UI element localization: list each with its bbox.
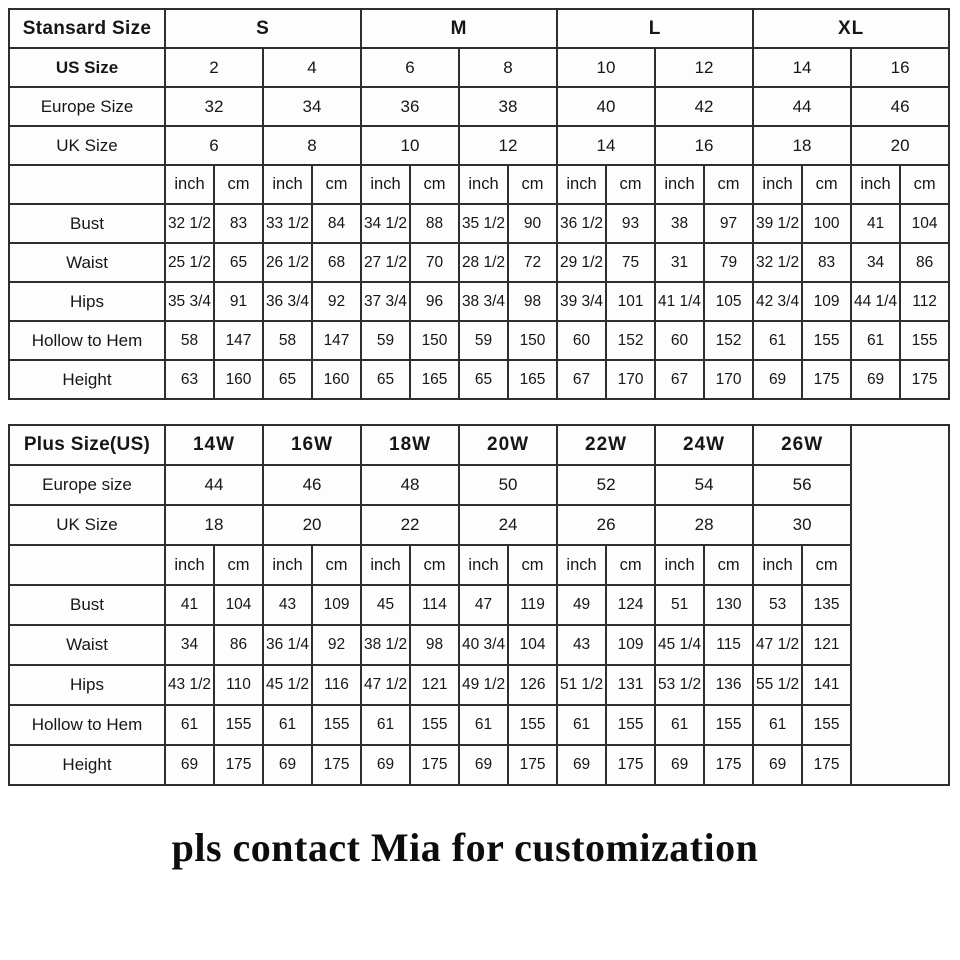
table-row	[9, 126, 949, 165]
measure-cell: 135	[802, 585, 851, 625]
measure-cell: 69	[361, 745, 410, 785]
measure-cell: 53	[753, 585, 802, 625]
unit-header: cm	[312, 545, 361, 585]
unit-header: inch	[557, 545, 606, 585]
measure-cell: 86	[900, 243, 949, 282]
table-title: Stansard Size	[9, 9, 165, 48]
measure-cell: 104	[214, 585, 263, 625]
measure-cell: 69	[459, 745, 508, 785]
table-row	[9, 360, 949, 399]
size-group-row	[9, 9, 949, 48]
unit-header: cm	[214, 165, 263, 204]
measure-cell: 175	[214, 745, 263, 785]
measure-cell: 131	[606, 665, 655, 705]
size-cell: 38	[459, 87, 557, 126]
size-cell: 16	[851, 48, 949, 87]
unit-header: inch	[459, 545, 508, 585]
measure-cell: 69	[557, 745, 606, 785]
measure-cell: 86	[214, 625, 263, 665]
unit-header-row	[9, 165, 949, 204]
measure-cell: 41	[165, 585, 214, 625]
measure-cell: 65	[361, 360, 410, 399]
size-group-header: 18W	[361, 425, 459, 465]
measure-cell: 36 1/2	[557, 204, 606, 243]
unit-header: cm	[606, 165, 655, 204]
size-cell: 44	[753, 87, 851, 126]
row-label: Bust	[9, 585, 165, 625]
measure-cell: 69	[753, 360, 802, 399]
measure-cell: 38 3/4	[459, 282, 508, 321]
measure-cell: 160	[312, 360, 361, 399]
measure-cell: 42 3/4	[753, 282, 802, 321]
size-cell: 56	[753, 465, 851, 505]
unit-header: cm	[802, 545, 851, 585]
table-row	[9, 625, 949, 665]
measure-cell: 175	[802, 360, 851, 399]
measure-cell: 165	[410, 360, 459, 399]
unit-header: inch	[165, 165, 214, 204]
measure-cell: 61	[753, 321, 802, 360]
measure-cell: 45 1/2	[263, 665, 312, 705]
measure-cell: 155	[704, 705, 753, 745]
size-cell: 24	[459, 505, 557, 545]
measure-cell: 150	[410, 321, 459, 360]
measure-cell: 26 1/2	[263, 243, 312, 282]
measure-cell: 65	[214, 243, 263, 282]
row-label: Europe size	[9, 465, 165, 505]
measure-cell: 155	[508, 705, 557, 745]
measure-cell: 37 3/4	[361, 282, 410, 321]
measure-cell: 88	[410, 204, 459, 243]
size-cell: 22	[361, 505, 459, 545]
table-title: Plus Size(US)	[9, 425, 165, 465]
measure-cell: 27 1/2	[361, 243, 410, 282]
table-row	[9, 465, 949, 505]
table-row	[9, 48, 949, 87]
size-group-row	[9, 425, 949, 465]
measure-cell: 105	[704, 282, 753, 321]
measure-cell: 98	[508, 282, 557, 321]
measure-cell: 41 1/4	[655, 282, 704, 321]
size-cell: 34	[263, 87, 361, 126]
measure-cell: 175	[508, 745, 557, 785]
measure-cell: 90	[508, 204, 557, 243]
measure-cell: 32 1/2	[753, 243, 802, 282]
table-row	[9, 204, 949, 243]
measure-cell: 119	[508, 585, 557, 625]
unit-header: inch	[361, 165, 410, 204]
measure-cell: 60	[557, 321, 606, 360]
table-row	[9, 282, 949, 321]
unit-header: inch	[851, 165, 900, 204]
measure-cell: 67	[655, 360, 704, 399]
measure-cell: 49	[557, 585, 606, 625]
measure-cell: 112	[900, 282, 949, 321]
measure-cell: 65	[459, 360, 508, 399]
measure-cell: 51 1/2	[557, 665, 606, 705]
measure-cell: 110	[214, 665, 263, 705]
measure-cell: 155	[606, 705, 655, 745]
table-row	[9, 745, 949, 785]
measure-cell: 116	[312, 665, 361, 705]
measure-cell: 175	[802, 745, 851, 785]
measure-cell: 98	[410, 625, 459, 665]
size-cell: 54	[655, 465, 753, 505]
measure-cell: 41	[851, 204, 900, 243]
measure-cell: 59	[459, 321, 508, 360]
measure-cell: 170	[704, 360, 753, 399]
measure-cell: 45 1/4	[655, 625, 704, 665]
measure-cell: 97	[704, 204, 753, 243]
measure-cell: 124	[606, 585, 655, 625]
size-cell: 14	[557, 126, 655, 165]
size-cell: 48	[361, 465, 459, 505]
measure-cell: 175	[410, 745, 459, 785]
unit-header: cm	[410, 545, 459, 585]
size-cell: 6	[361, 48, 459, 87]
unit-header: inch	[263, 165, 312, 204]
size-group-header: 26W	[753, 425, 851, 465]
measure-cell: 61	[263, 705, 312, 745]
size-cell: 18	[165, 505, 263, 545]
size-group-header: L	[557, 9, 753, 48]
size-cell: 26	[557, 505, 655, 545]
unit-header: inch	[557, 165, 606, 204]
row-label: Height	[9, 360, 165, 399]
size-cell: 20	[851, 126, 949, 165]
measure-cell: 35 1/2	[459, 204, 508, 243]
measure-cell: 61	[165, 705, 214, 745]
measure-cell: 47 1/2	[361, 665, 410, 705]
size-group-header: M	[361, 9, 557, 48]
measure-cell: 155	[802, 321, 851, 360]
unit-header: inch	[753, 545, 802, 585]
row-label: Hips	[9, 665, 165, 705]
measure-cell: 141	[802, 665, 851, 705]
table-row	[9, 705, 949, 745]
size-cell: 10	[361, 126, 459, 165]
measure-cell: 59	[361, 321, 410, 360]
plus-size-table	[8, 424, 950, 786]
unit-header: inch	[263, 545, 312, 585]
size-group-header: S	[165, 9, 361, 48]
measure-cell: 68	[312, 243, 361, 282]
unit-header: cm	[410, 165, 459, 204]
measure-cell: 155	[900, 321, 949, 360]
unit-header: cm	[704, 165, 753, 204]
measure-cell: 147	[312, 321, 361, 360]
size-cell: 16	[655, 126, 753, 165]
measure-cell: 69	[263, 745, 312, 785]
measure-cell: 31	[655, 243, 704, 282]
row-label-empty	[9, 165, 165, 204]
measure-cell: 69	[851, 360, 900, 399]
unit-header: cm	[214, 545, 263, 585]
measure-cell: 38 1/2	[361, 625, 410, 665]
size-cell: 18	[753, 126, 851, 165]
measure-cell: 165	[508, 360, 557, 399]
measure-cell: 36 1/4	[263, 625, 312, 665]
size-cell: 20	[263, 505, 361, 545]
measure-cell: 61	[655, 705, 704, 745]
size-cell: 8	[263, 126, 361, 165]
size-cell: 12	[459, 126, 557, 165]
measure-cell: 69	[655, 745, 704, 785]
size-cell: 8	[459, 48, 557, 87]
measure-cell: 65	[263, 360, 312, 399]
measure-cell: 115	[704, 625, 753, 665]
measure-cell: 75	[606, 243, 655, 282]
measure-cell: 61	[361, 705, 410, 745]
size-cell: 42	[655, 87, 753, 126]
measure-cell: 55 1/2	[753, 665, 802, 705]
measure-cell: 152	[606, 321, 655, 360]
measure-cell: 51	[655, 585, 704, 625]
size-cell: 52	[557, 465, 655, 505]
measure-cell: 121	[802, 625, 851, 665]
measure-cell: 38	[655, 204, 704, 243]
measure-cell: 84	[312, 204, 361, 243]
measure-cell: 92	[312, 625, 361, 665]
row-label: Hollow to Hem	[9, 321, 165, 360]
unit-header: inch	[361, 545, 410, 585]
measure-cell: 58	[263, 321, 312, 360]
measure-cell: 79	[704, 243, 753, 282]
size-cell: 40	[557, 87, 655, 126]
measure-cell: 104	[508, 625, 557, 665]
unit-header: cm	[802, 165, 851, 204]
size-cell: 4	[263, 48, 361, 87]
measure-cell: 155	[410, 705, 459, 745]
measure-cell: 114	[410, 585, 459, 625]
measure-cell: 72	[508, 243, 557, 282]
measure-cell: 126	[508, 665, 557, 705]
size-cell: 10	[557, 48, 655, 87]
table-row	[9, 665, 949, 705]
customization-note: pls contact Mia for customization	[171, 825, 759, 870]
measure-cell: 47 1/2	[753, 625, 802, 665]
table-row	[9, 585, 949, 625]
measure-cell: 43	[557, 625, 606, 665]
unit-header: inch	[459, 165, 508, 204]
measure-cell: 33 1/2	[263, 204, 312, 243]
measure-cell: 130	[704, 585, 753, 625]
row-label: Hollow to Hem	[9, 705, 165, 745]
row-label: Height	[9, 745, 165, 785]
measure-cell: 101	[606, 282, 655, 321]
measure-cell: 155	[312, 705, 361, 745]
size-cell: 30	[753, 505, 851, 545]
size-cell: 32	[165, 87, 263, 126]
size-cell: 2	[165, 48, 263, 87]
measure-cell: 45	[361, 585, 410, 625]
unit-header: cm	[312, 165, 361, 204]
measure-cell: 39 3/4	[557, 282, 606, 321]
measure-cell: 104	[900, 204, 949, 243]
measure-cell: 34 1/2	[361, 204, 410, 243]
measure-cell: 60	[655, 321, 704, 360]
measure-cell: 92	[312, 282, 361, 321]
measure-cell: 36 3/4	[263, 282, 312, 321]
measure-cell: 155	[214, 705, 263, 745]
size-cell: 44	[165, 465, 263, 505]
measure-cell: 175	[704, 745, 753, 785]
size-cell: 46	[263, 465, 361, 505]
measure-cell: 83	[214, 204, 263, 243]
measure-cell: 32 1/2	[165, 204, 214, 243]
measure-cell: 34	[851, 243, 900, 282]
measure-cell: 29 1/2	[557, 243, 606, 282]
size-cell: 14	[753, 48, 851, 87]
row-label-empty	[9, 545, 165, 585]
measure-cell: 109	[802, 282, 851, 321]
measure-cell: 109	[312, 585, 361, 625]
standard-size-table	[8, 8, 950, 400]
measure-cell: 175	[606, 745, 655, 785]
measure-cell: 61	[557, 705, 606, 745]
row-label: Waist	[9, 625, 165, 665]
measure-cell: 83	[802, 243, 851, 282]
row-label: US Size	[9, 48, 165, 87]
measure-cell: 43 1/2	[165, 665, 214, 705]
unit-header: cm	[508, 545, 557, 585]
size-cell: 6	[165, 126, 263, 165]
measure-cell: 34	[165, 625, 214, 665]
size-group-header: 24W	[655, 425, 753, 465]
measure-cell: 61	[459, 705, 508, 745]
table-row	[9, 321, 949, 360]
measure-cell: 67	[557, 360, 606, 399]
measure-cell: 47	[459, 585, 508, 625]
measure-cell: 58	[165, 321, 214, 360]
measure-cell: 25 1/2	[165, 243, 214, 282]
measure-cell: 160	[214, 360, 263, 399]
unit-header: inch	[753, 165, 802, 204]
measure-cell: 147	[214, 321, 263, 360]
measure-cell: 35 3/4	[165, 282, 214, 321]
measure-cell: 152	[704, 321, 753, 360]
unit-header-row	[9, 545, 949, 585]
measure-cell: 61	[851, 321, 900, 360]
empty-column	[851, 425, 949, 785]
unit-header: inch	[655, 545, 704, 585]
measure-cell: 69	[753, 745, 802, 785]
size-group-header: XL	[753, 9, 949, 48]
size-cell: 12	[655, 48, 753, 87]
table-row	[9, 243, 949, 282]
measure-cell: 53 1/2	[655, 665, 704, 705]
measure-cell: 175	[312, 745, 361, 785]
measure-cell: 61	[753, 705, 802, 745]
measure-cell: 70	[410, 243, 459, 282]
row-label: Bust	[9, 204, 165, 243]
size-group-header: 16W	[263, 425, 361, 465]
measure-cell: 150	[508, 321, 557, 360]
size-cell: 50	[459, 465, 557, 505]
measure-cell: 91	[214, 282, 263, 321]
measure-cell: 109	[606, 625, 655, 665]
measure-cell: 175	[900, 360, 949, 399]
measure-cell: 69	[165, 745, 214, 785]
row-label: Waist	[9, 243, 165, 282]
measure-cell: 136	[704, 665, 753, 705]
size-group-header: 22W	[557, 425, 655, 465]
measure-cell: 49 1/2	[459, 665, 508, 705]
measure-cell: 96	[410, 282, 459, 321]
size-group-header: 20W	[459, 425, 557, 465]
table-row	[9, 87, 949, 126]
unit-header: cm	[900, 165, 949, 204]
measure-cell: 40 3/4	[459, 625, 508, 665]
measure-cell: 28 1/2	[459, 243, 508, 282]
measure-cell: 93	[606, 204, 655, 243]
size-cell: 36	[361, 87, 459, 126]
measure-cell: 170	[606, 360, 655, 399]
measure-cell: 43	[263, 585, 312, 625]
size-cell: 46	[851, 87, 949, 126]
measure-cell: 121	[410, 665, 459, 705]
row-label: Europe Size	[9, 87, 165, 126]
unit-header: inch	[165, 545, 214, 585]
row-label: Hips	[9, 282, 165, 321]
measure-cell: 63	[165, 360, 214, 399]
row-label: UK Size	[9, 126, 165, 165]
row-label: UK Size	[9, 505, 165, 545]
size-group-header: 14W	[165, 425, 263, 465]
measure-cell: 39 1/2	[753, 204, 802, 243]
unit-header: cm	[508, 165, 557, 204]
measure-cell: 155	[802, 705, 851, 745]
measure-cell: 100	[802, 204, 851, 243]
unit-header: cm	[606, 545, 655, 585]
table-row	[9, 505, 949, 545]
unit-header: cm	[704, 545, 753, 585]
size-cell: 28	[655, 505, 753, 545]
unit-header: inch	[655, 165, 704, 204]
measure-cell: 44 1/4	[851, 282, 900, 321]
